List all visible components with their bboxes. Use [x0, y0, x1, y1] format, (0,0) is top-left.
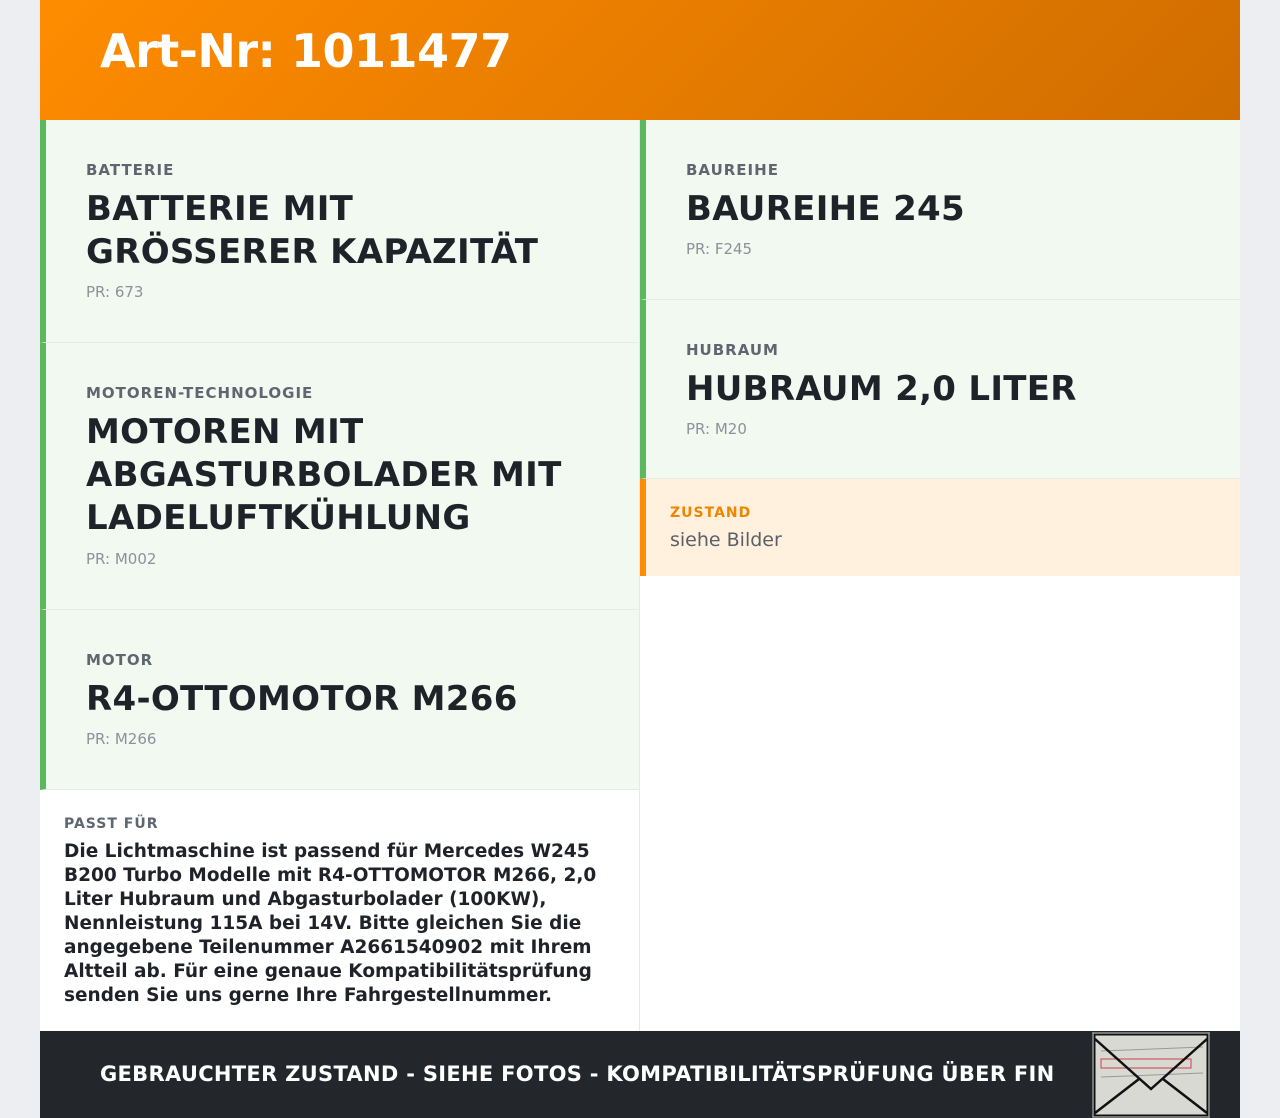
card-code: PR: F245 [686, 240, 753, 258]
card-value: R4-OTTOMOTOR M266 [86, 679, 518, 719]
card-code: PR: 673 [86, 283, 144, 301]
registration-document-envelope-icon[interactable] [1092, 1032, 1210, 1118]
card-hubraum [640, 300, 1240, 479]
header-banner [40, 0, 1240, 120]
card-label: MOTOR [86, 651, 154, 669]
left-column [40, 120, 640, 1031]
zustand-box [640, 479, 1240, 576]
passt-fuer-section [40, 790, 639, 1031]
passt-fuer-text: Die Lichtmaschine ist passend für Mercedes W245 B200 Turbo Modelle mit R4-OTTOMOTOR M266, 2,0 Liter Hubraum und Abgasturbolader (100KW), Nennleistung 115A bei 14V. Bitte gleichen Sie die angegebene Teilenummer A2661540902 mit Ihrem Altteil ab. Für eine genaue Kompatibilitätsprüfung senden Sie uns gerne Ihre Fahrgestellnummer. [64, 841, 597, 1006]
article-number-title: Art-Nr: 1011477 [100, 24, 512, 78]
passt-fuer-label: PASST FÜR [64, 816, 159, 832]
card-label: HUBRAUM [686, 341, 779, 359]
card-motor [40, 610, 639, 790]
right-column [640, 120, 1240, 1031]
card-baureihe [640, 120, 1240, 300]
product-sheet [40, 0, 1240, 1118]
card-value: HUBRAUM 2,0 LITER [686, 369, 1077, 409]
card-motoren-technologie [40, 343, 639, 610]
card-value: BATTERIE MIT GRÖSSERER KAPAZITÄT [86, 189, 539, 272]
card-label: BATTERIE [86, 161, 175, 179]
card-label: MOTOREN-TECHNOLOGIE [86, 384, 314, 402]
card-code: PR: M002 [86, 550, 157, 568]
zustand-value: siehe Bilder [670, 529, 782, 551]
card-value: BAUREIHE 245 [686, 189, 965, 229]
zustand-label: ZUSTAND [670, 505, 752, 521]
envelope-graphic [1093, 1033, 1209, 1117]
card-code: PR: M20 [686, 420, 747, 438]
card-batterie [40, 120, 639, 343]
card-label: BAUREIHE [686, 161, 779, 179]
card-value: MOTOREN MIT ABGASTURBOLADER MIT LADELUFTKÜHLUNG [86, 412, 562, 538]
footer-bar [40, 1031, 1240, 1118]
footer-text: GEBRAUCHTER ZUSTAND - SIEHE FOTOS - KOMPATIBILITÄTSPRÜFUNG ÜBER FIN [100, 1062, 1055, 1086]
card-code: PR: M266 [86, 730, 157, 748]
